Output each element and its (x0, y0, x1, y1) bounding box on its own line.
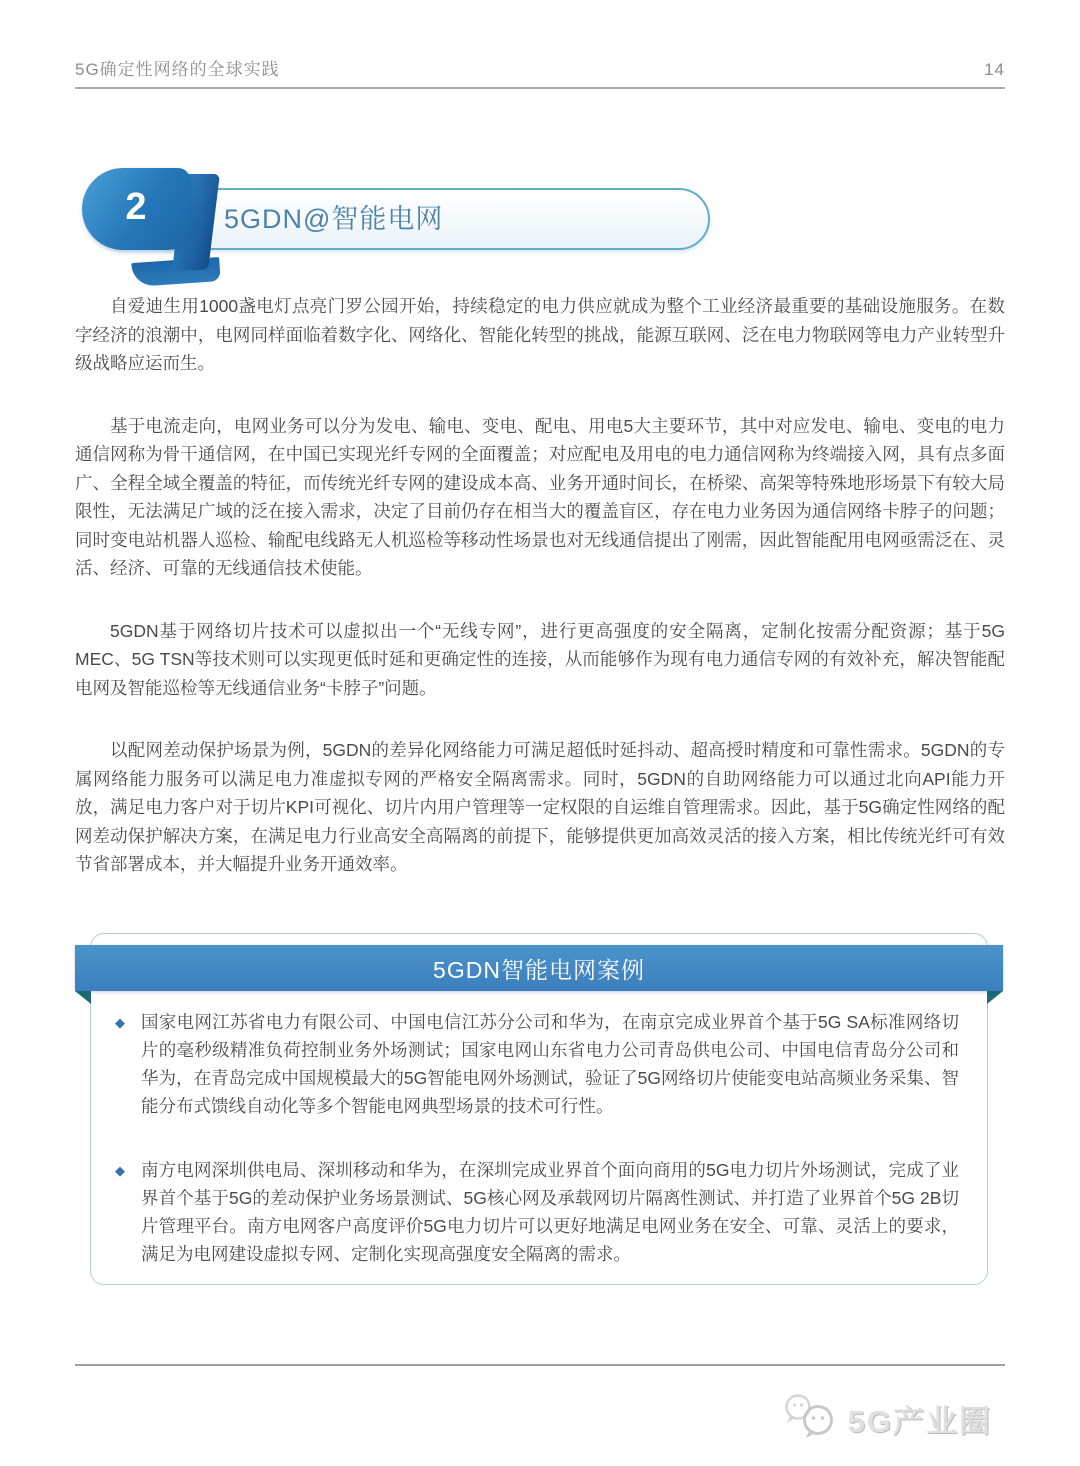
bullet-text: 国家电网江苏省电力有限公司、中国电信江苏分公司和华为，在南京完成业界首个基于5G SA标准网络切片的毫秒级精准负荷控制业务外场测试；国家电网山东省电力公司青岛供电公司、中国电信青岛分公司和华为，在青岛完成中国规模最大的5G智能电网外场测试，验证了5G网络切片使能变电站高频业务采集、智能分布式馈线自动化等多个智能电网典型场景的技术可行性。 (141, 1012, 959, 1116)
page-number: 14 (984, 60, 1005, 79)
section-number: 2 (125, 185, 147, 228)
bullet-text: 南方电网深圳供电局、深圳移动和华为，在深圳完成业界首个面向商用的5G电力切片外场测试，完成了业界首个基于5G的差动保护业务场景测试、5G核心网及承载网切片隔离性测试、并打造了业界首个5G 2B切片管理平台。南方电网客户高度评价5G电力切片可以更好地满足电网业务在安全、可靠、灵活上的要求，满足为电网建设虚拟专网、定制化实现高强度安全隔离的需求。 (141, 1160, 959, 1264)
case-box-title: 5GDN智能电网案例 (433, 956, 645, 983)
section-title: 5GDN@智能电网 (224, 204, 444, 234)
page-header (75, 55, 1005, 80)
section-title-pill (148, 188, 710, 250)
diamond-bullet-icon: ◆ (115, 1015, 125, 1030)
paragraph: 基于电流走向，电网业务可以分为发电、输电、变电、配电、用电5大主要环节，其中对应发电、输电、变电的电力通信网称为骨干通信网，在中国已实现光纤专网的全面覆盖；对应配电及用电的电力通信网称为终端接入网，具有点多面广、全程全域全覆盖的特征，而传统光纤专网的建设成本高、业务开通时间长，在桥梁、高架等特殊地形场景下有较大局限性，无法满足广域的泛在接入需求，决定了目前仍存在相当大的覆盖盲区，存在电力业务因为通信网络卡脖子的问题；同时变电站机器人巡检、输配电线路无人机巡检等移动性场景也对无线通信提出了刚需，因此智能配用电网亟需泛在、灵活、经济、可靠的无线通信技术使能。 (75, 415, 1005, 578)
paragraph: 以配网差动保护场景为例，5GDN的差异化网络能力可满足超低时延抖动、超高授时精度和可靠性需求。5GDN的专属网络能力服务可以满足电力准虚拟专网的严格安全隔离需求。同时，5GDN的自助网络能力可以通过北向API能力开放，满足电力客户对于切片KPI可视化、切片内用户管理等一定权限的自运维自管理需求。因此，基于5G确定性网络的配网差动保护解决方案，在满足电力行业高安全高隔离的前提下，能够提供更加高效灵活的接入方案，相比传统光纤可有效节省部署成本，并大幅提升业务开通效率。 (75, 740, 1005, 874)
body-text (75, 292, 1005, 913)
section-heading (82, 168, 742, 280)
header-divider (75, 87, 1005, 89)
paragraph: 自爱迪生用1000盏电灯点亮门罗公园开始，持续稳定的电力供应就成为整个工业经济最重要的基础设施服务。在数字经济的浪潮中，电网同样面临着数字化、网络化、智能化转型的挑战，能源互联网、泛在电力物联网等电力产业转型升级战略应运而生。 (75, 296, 1005, 373)
section-number-badge (82, 168, 190, 250)
brand-name: 5G产业圈 (847, 1403, 992, 1439)
ribbon-fold-right (987, 991, 1003, 1004)
list-item (113, 1156, 959, 1268)
footer-divider (75, 1364, 1005, 1366)
case-box-ribbon (75, 945, 1003, 991)
header-title: 5G确定性网络的全球实践 (75, 60, 280, 79)
footer-brand-logo (782, 1392, 992, 1444)
diamond-bullet-icon: ◆ (115, 1163, 125, 1178)
paragraph: 5GDN基于网络切片技术可以虚拟出一个“无线专网”，进行更高强度的安全隔离，定制化按需分配资源；基于5G MEC、5G TSN等技术则可以实现更低时延和更确定性的连接，从而能够作为现有电力通信专网的有效补充，解决智能配电网及智能巡检等无线通信业务“卡脖子”问题。 (75, 620, 1005, 698)
list-item (113, 1008, 959, 1120)
wechat-bubbles-icon (782, 1392, 840, 1445)
ribbon-fold-left (75, 991, 91, 1004)
case-box (90, 933, 988, 1285)
